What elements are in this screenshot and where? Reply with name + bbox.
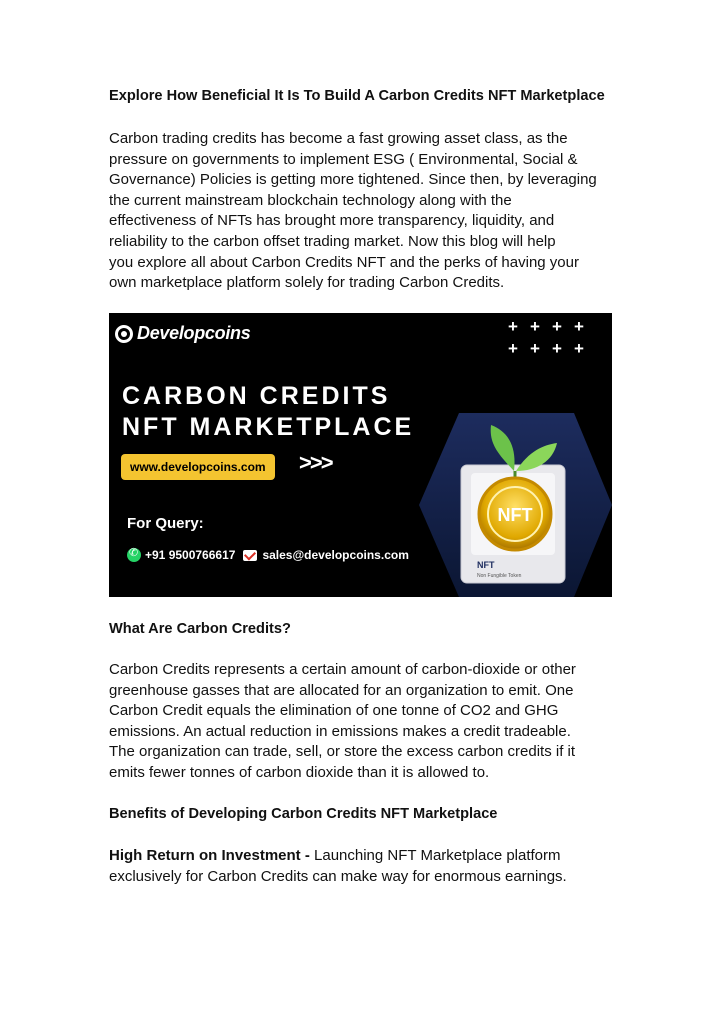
intro-line: you explore all about Carbon Credits NFT and the perks of having your	[109, 253, 579, 271]
benefit-label: High Return on Investment -	[109, 847, 310, 864]
what-line: Carbon Credit equals the elimination of one tonne of CO2 and GHG	[109, 702, 559, 720]
nft-illustration	[419, 413, 612, 597]
intro-line: own marketplace platform solely for trading Carbon Credits.	[109, 274, 505, 292]
plus-icon: +	[530, 317, 540, 336]
contact-row	[127, 548, 409, 562]
for-query-label: For Query:	[127, 515, 204, 532]
plus-icon: +	[552, 339, 562, 358]
benefit-text-2: exclusively for Carbon Credits can make way for enormous earnings.	[109, 867, 567, 885]
plus-icon: +	[508, 317, 518, 336]
intro-line: pressure on governments to implement ESG ( Environmental, Social &	[109, 150, 578, 168]
chevrons-right-icon: >>>	[299, 450, 332, 475]
phone-number: +91 9500766617	[145, 548, 236, 562]
logo-mark-icon	[115, 325, 133, 343]
what-line: Carbon Credits represents a certain amount of carbon-dioxide or other	[109, 661, 576, 678]
what-line: greenhouse gasses that are allocated for an organization to emit. One	[109, 681, 574, 699]
intro-paragraph	[109, 129, 619, 294]
promo-banner-image	[109, 313, 612, 597]
intro-line: the current mainstream blockchain technology along with the	[109, 191, 512, 209]
website-url-badge: www.developcoins.com	[121, 454, 275, 480]
benefit-text-1: Launching NFT Marketplace platform	[309, 847, 561, 864]
banner-headline	[122, 381, 414, 443]
mail-icon	[243, 550, 257, 561]
card-title: NFT	[477, 560, 495, 570]
intro-line: Governance) Policies is getting more tightened. Since then, by leveraging	[109, 171, 597, 189]
plus-decoration	[502, 317, 590, 359]
developcoins-logo	[115, 323, 250, 344]
plus-icon: +	[574, 317, 584, 336]
email-address: sales@developcoins.com	[262, 548, 409, 562]
intro-line: effectiveness of NFTs has brought more transparency, liquidity, and	[109, 212, 555, 230]
logo-text: Developcoins	[137, 323, 251, 343]
intro-line: Carbon trading credits has become a fast growing asset class, as the	[109, 130, 568, 147]
what-line: emissions. An actual reduction in emissions makes a credit tradeable.	[109, 722, 571, 740]
plus-icon: +	[552, 317, 562, 336]
intro-line: reliability to the carbon offset trading market. Now this blog will help	[109, 232, 556, 250]
plus-icon: +	[574, 339, 584, 358]
plus-icon: +	[530, 339, 540, 358]
what-line: emits fewer tonnes of carbon dioxide than it is allowed to.	[109, 763, 490, 781]
document-title: Explore How Beneficial It Is To Build A Carbon Credits NFT Marketplace	[109, 88, 605, 104]
what-paragraph	[109, 660, 619, 784]
headline-line-1: CARBON CREDITS	[122, 382, 391, 410]
benefit-line-1	[109, 846, 619, 867]
benefit-item	[109, 846, 619, 887]
section-heading-benefits: Benefits of Developing Carbon Credits NFT Marketplace	[109, 806, 498, 822]
coin-label: NFT	[497, 505, 533, 525]
plus-icon: +	[508, 339, 518, 358]
headline-line-2: NFT MARKETPLACE	[122, 413, 415, 441]
whatsapp-icon	[127, 548, 141, 562]
what-line: The organization can trade, sell, or store the excess carbon credits if it	[109, 743, 576, 761]
section-heading-what: What Are Carbon Credits?	[109, 621, 291, 637]
card-subtitle: Non Fungible Token	[477, 573, 522, 579]
